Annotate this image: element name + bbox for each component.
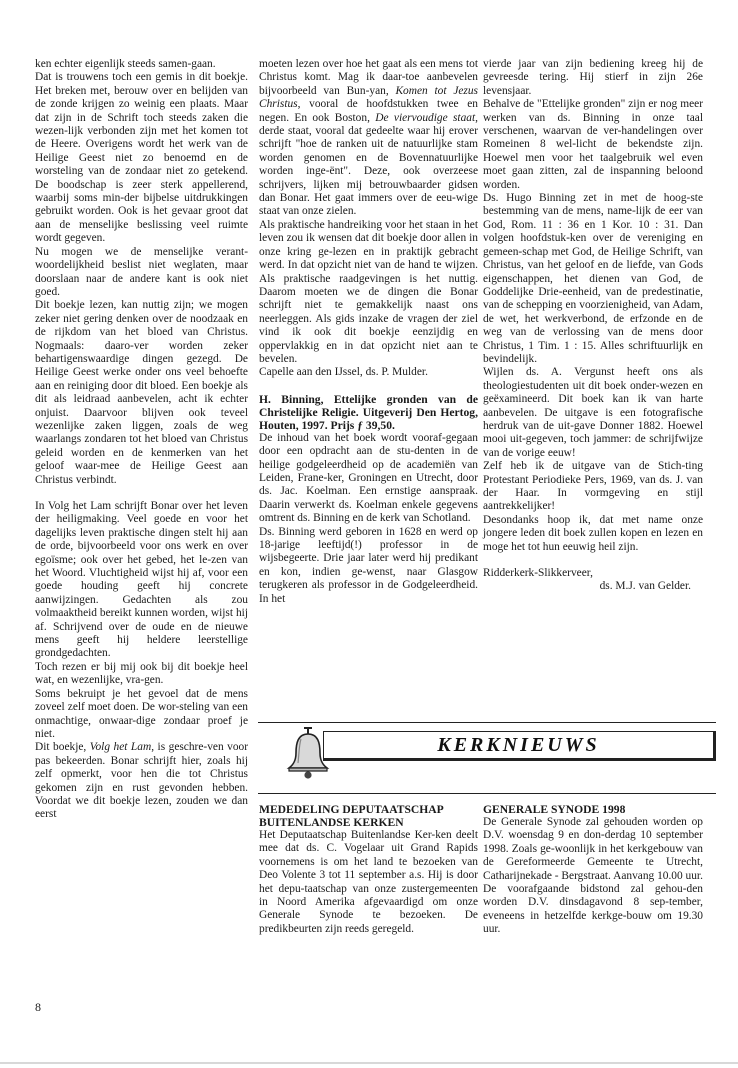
paragraph (259, 58, 478, 219)
page-number: 8 (35, 1000, 41, 1014)
paragraph: Het Deputaatschap Buitenlandse Ker-ken deelt mee dat ds. C. Vogelaar uit Grand Rapids voornemens is om het land te bezoeken van Deo Volente 3 tot 11 september a.s. Hij is door het depu-taatschap van onze zustergemeenten in Noord Amerika afgevaardigd om onze Generale Synode te bezoeken. De predikbeurten zijn reeds geregeld. (259, 829, 478, 935)
text-run: Dit boekje, (35, 741, 90, 754)
kerknieuws-banner (258, 722, 716, 794)
paragraph: vierde jaar van zijn bediening kreeg hij de gevreesde tering. Hij stierf in zijn 26e levensjaar. (483, 58, 703, 97)
paragraph (35, 741, 248, 821)
page-edge (0, 1062, 738, 1064)
paragraph: Soms bekruipt je het gevoel dat de mens zoveel zelf moet doen. De wor-steling van een onmachtige, onwaar-dige zondaar proef je niet. (35, 687, 248, 740)
paragraph: Nu mogen we de menselijke verant-woordelijkheid beslist niet weglaten, maar doorslaan naar de andere kant is ook niet goed. (35, 245, 248, 298)
paragraph: Ds. Hugo Binning zet in met de hoog-ste bestemming van de mens, name-lijk de eer van God, Rom. 11 : 36 en 1 Kor. 10 : 31. Dan volgen hoofdstuk-ken over de vereniging en gemeen-schap met God, de Heilige Schrift, van Christus, van het geloof en de liefde, van Gods eigenschappen, het dienen van God, de Goddelijke Drie-eenheid, van de predestinatie, van de schepping en voorzienigheid, van Adam, de wet, het werkverbond, de erfzonde en de weg van de verlossing van de mens door Christus, 1 Tim. 1 : 15. Alles schriftuurlijk en bevindelijk. (483, 192, 703, 365)
news-item-synode (483, 803, 703, 937)
paragraph: Desondanks hoop ik, dat met name onze jongere leden dit boek zullen kopen en lezen en moge het tot hun eeuwig heil zijn. (483, 513, 703, 553)
text-run: , is geschre-ven voor pas bekeerden. Bonar schrijft hier, zoals hij zelf opmerkt, voor hen die tot Christus gekomen zijn en rust gevonden hebben. Voordat we dit boekje lezen, zouden we dan eerst (35, 741, 249, 821)
news-heading: GENERALE SYNODE 1998 (483, 803, 626, 816)
paragraph: In Volg het Lam schrijft Bonar over het leven der heiligmaking. Veel goede en voor het dagelijks leven praktische dingen stelt hij aan de orde, bijvoorbeeld voor ons werk en over egoïsme; ook over het gebed, het le-zen van het Woord. Vluchtigheid wijst hij af, voor een goede houding geeft hij concrete aanwijzingen. Gedachten als zou volmaaktheid bereikt kunnen worden, wijst hij af. Schrijvend over de oude en de nieuwe mens geeft hij heldere leerstellige grondgedachten. (35, 500, 248, 660)
paragraph: Wijlen ds. A. Vergunst heeft ons als theologiestudenten uit dit boek onder-wezen en geëxamineerd. Dit boek kan ik van harte aanbevelen. De uitgave is een fotografische herdruk van de uit-gave Donner 1882. Hoewel mooi uit-gegeven, toch jammer: de schrijfwijze van de vorige eeuw! (483, 366, 703, 459)
signature: Capelle aan den IJssel, ds. P. Mulder. (259, 366, 428, 379)
text-run: moeten lezen over hoe het gaat als een mens tot Christus komt. Mag ik daar-toe aanbevelen bijvoorbeeld van Bun-yan, (259, 58, 478, 97)
section-title: KERKNIEUWS (437, 734, 600, 756)
paragraph: ken echter eigenlijk steeds samen-gaan. (35, 58, 216, 70)
paragraph: De Generale Synode zal gehouden worden op D.V. woensdag 9 en don-derdag 10 september 1998. Zoals ge-woonlijk in het kerkgebouw van de Gereformeerde Gemeente te Utrecht, Catharijnekade - Bergstraat. Aanvang 10.00 uur. (483, 816, 703, 882)
news-item-deputaatschap (259, 803, 478, 936)
column-2 (259, 58, 478, 606)
paragraph: Dit boekje lezen, kan nuttig zijn; we mogen zeker niet gering denken over de noodzaak en de rijkdom van het bloed van Christus. Nogmaals: daaro-ver worden zeker behartigenswaardige dingen gezegd. De Heilige Geest werke onder ons veel behoefte aan en reiniging door dit bloed. Een boekje als dit als leidraad aanbevelen, acht ik echter onjuist. Daarvoor blijven ook teveel wezenlijke zaken liggen, zoals de weg waarlangs zondaren tot het bloed van Christus geleid worden en de kenmerken van het geloof waar-mee de Heilige Geest aan Christus verbindt. (35, 299, 248, 486)
book-title: De viervoudige staat (375, 111, 476, 124)
book-title: Volg het Lam (89, 741, 152, 754)
news-heading: MEDEDELING DEPUTAATSCHAP BUITENLANDSE KERKEN (259, 803, 444, 829)
paragraph: De inhoud van het boek wordt vooraf-gegaan door een opdracht aan de stu-denten in de heilige godgeleerdheid op de academiën van Leiden, Frane-ker, Groningen en Utrecht, door ds. Jac. Koelman. Een ernstige aanspraak. Daarin verwerkt ds. Koelman enkele gegevens omtrent ds. Binning en de kerk van Schotland. (259, 431, 478, 525)
paragraph: Zelf heb ik de uitgave van de Stich-ting Protestant Periodieke Pers, 1969, van ds. J. van der Haar. In vormgeving en stijl aantrekkelijker! (483, 460, 703, 513)
book-title: Komen tot Jezus Christus (259, 84, 478, 111)
column-1 (35, 58, 248, 822)
signature-place: Ridderkerk-Slikkerveer, (483, 567, 593, 580)
column-3 (483, 58, 703, 594)
paragraph: Behalve de "Ettelijke gronden" zijn er nog meer werken van ds. Binning in onze taal verschenen, waarvan de ver-handelingen over Romeinen 8 wel-licht de bekendste zijn. Hoewel men voor het taalgebruik wel even moet gaan zitten, zal de inspanning beloond worden. (483, 98, 703, 191)
signature-name: ds. M.J. van Gelder. (599, 580, 691, 593)
paragraph: Toch rezen er bij mij ook bij dit boekje heel wat, en wezenlijke, vra-gen. (35, 660, 248, 687)
paragraph: De voorafgaande bidstond zal gehou-den worden D.V. dinsdagavond 8 sep-tember, eveneens in hetzelfde kerkge-bouw om 19.30 uur. (483, 883, 703, 936)
paragraph: Dat is trouwens toch een gemis in dit boekje. Het breken met, berouw over en belijden van de zonde krijgen zo weinig een plaats. Maar dat zijn in de Schrift toch steeds zaken die wezen-lijk verbonden zijn met het komen tot de Heere. Overigens wordt het werk van de Heilige Geest niet zo benoemd en de worsteling van de zondaar niet zo getekend. De boodschap is zeer sterk appellerend, waarbij soms min-der bijbelse uitdrukkingen gebruikt worden. Ook is het gevaar groot dat aan de menselijke beslissing veel ruimte wordt gegeven. (35, 71, 248, 245)
banner-title-box (323, 731, 716, 761)
paragraph: Als praktische handreiking voor het staan in het leven zou ik wensen dat dit boekje door allen in onze kring ge-lezen en in praktijk gebracht werd. In dat opzicht niet van de hand te wijzen. Als praktische raadgevingen is het nuttig. Daarom moeten we de dingen die Bonar schrijft niet te gemakkelijk naast ons neerleggen. Als gids inzake de vragen der ziel vind ik ook dit boekje eenzijdig en oppervlakkig en in dat opzicht niet aan te bevelen. (259, 218, 478, 365)
text-run: , derde staat, vooral dat gedeelte waar hij erover schrijft "hoe de ranken uit de natuurlijke stam worden genomen en de Bovennatuurlijke worden inge-ënt". Deze, ook overzeese schrijvers, lijken mij betrouwbaarder gidsen dan Bonar. Het gaat immers over de eeu-wige staat van onze zielen. (259, 111, 478, 218)
paragraph: Ds. Binning werd geboren in 1628 en werd op 18-jarige leeftijd(!) professor in de wijsbegeerte. Drie jaar later werd hij predikant en kon, indien ge-wenst, naar Glasgow terugkeren als professor in de Godgeleerdheid. In het (259, 525, 478, 605)
review-heading: H. Binning, Ettelijke gronden van de Christelijke Religie. Uitgeverij Den Hertog, Houten, 1997. Prijs ƒ 39,50. (259, 392, 478, 432)
text-run: , vooral de hoofdstukken twee en negen. En ook Boston, (259, 98, 478, 124)
